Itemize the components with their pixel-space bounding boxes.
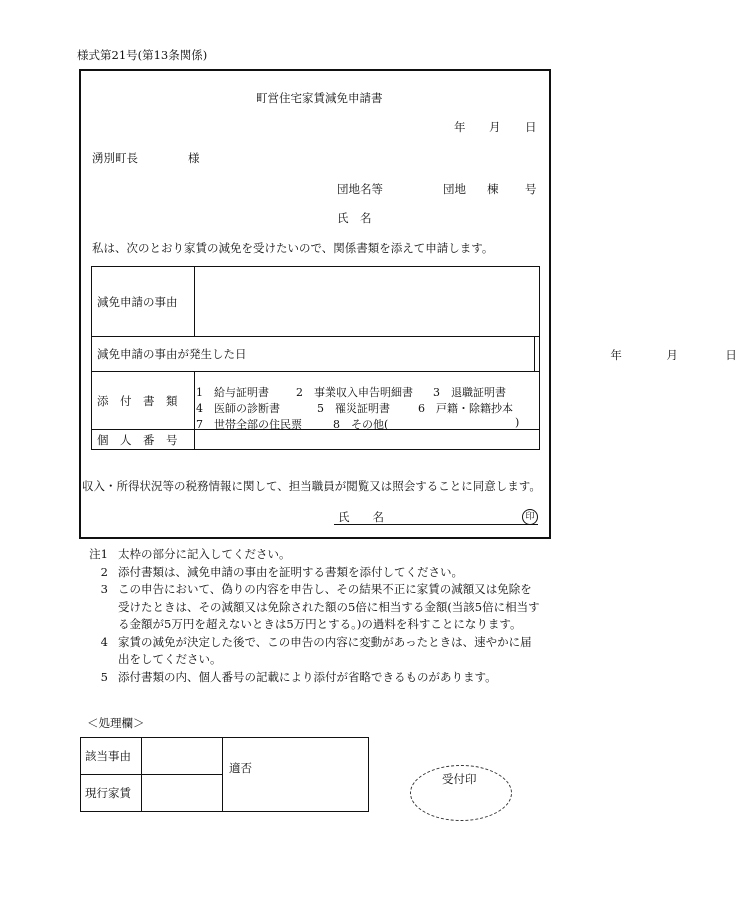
processing-row1-field[interactable] — [142, 738, 223, 775]
intro-text: 私は、次のとおり家賃の減免を受けたいので、関係書類を添えて申請します。 — [92, 241, 494, 255]
note-number: 5 — [100, 669, 108, 684]
application-table — [91, 266, 737, 450]
room-unit: 号 — [525, 182, 537, 196]
note-number: 2 — [100, 564, 108, 579]
attachments-label: 添 付 書 類 — [92, 372, 195, 430]
attachment-item: 7 世帯全部の住民票 — [196, 418, 302, 431]
note-text: 受けたときは、その減額又は免除された額の5倍に相当する金額(当該5倍に相当す — [118, 599, 540, 614]
date-month: 月 — [489, 120, 501, 134]
consent-text: 収入・所得状況等の税務情報に関して、担当職員が閲覧又は照会することに同意します。 — [82, 479, 541, 493]
seal-mark: 印 — [522, 509, 538, 525]
building-unit: 棟 — [487, 182, 499, 196]
consent-signature-line[interactable] — [334, 509, 538, 525]
note-item — [86, 564, 556, 582]
attachment-item: 8 その他( — [333, 418, 389, 431]
note-text: 太枠の部分に記入してください。 — [118, 547, 291, 561]
consent-name-label: 氏 名 — [338, 510, 384, 524]
note-number: 注1 — [89, 547, 108, 561]
processing-heading: ＜処理欄＞ — [87, 716, 145, 730]
note-text: この申告において、偽りの内容を申告し、その結果不正に家賃の減額又は免除を — [118, 582, 532, 596]
addressee-name: 湧別町長 — [92, 151, 138, 165]
complex-unit: 団地 — [443, 182, 466, 196]
occurrence-month: 月 — [666, 348, 678, 362]
processing-row1-label: 該当事由 — [81, 738, 142, 775]
date-year: 年 — [454, 120, 466, 134]
attachment-item: 1 給与証明書 — [196, 386, 269, 399]
notes-section — [86, 546, 556, 686]
decision-label: 適否 — [229, 761, 252, 775]
note-text: 家賃の減免が決定した後で、この申告の内容に変動があったときは、速やかに届 — [118, 634, 532, 649]
processing-row2-field[interactable] — [142, 775, 223, 812]
applicant-name-label: 氏 名 — [337, 211, 372, 225]
reason-field[interactable] — [195, 267, 540, 337]
reception-stamp-area[interactable] — [410, 765, 512, 821]
attachment-item: 6 戸籍・除籍抄本 — [418, 402, 513, 415]
personal-number-label: 個 人 番 号 — [92, 430, 195, 450]
note-item — [86, 546, 556, 564]
addressee-honorific: 様 — [188, 151, 200, 165]
occurrence-day: 日 — [725, 348, 737, 362]
processing-row2-label: 現行家賃 — [81, 775, 142, 812]
attachment-item: ) — [515, 416, 520, 429]
complex-label: 団地名等 — [337, 182, 383, 196]
note-item — [86, 581, 556, 599]
note-text: 出をしてください。 — [118, 652, 222, 666]
note-number: 4 — [100, 634, 108, 649]
occurrence-label: 減免申請の事由が発生した日 — [92, 337, 535, 372]
note-text: 添付書類の内、個人番号の記載により添付が省略できるものがあります。 — [118, 669, 497, 684]
form-title: 町営住宅家賃減免申請書 — [256, 91, 383, 105]
processing-table — [80, 737, 369, 812]
occurrence-date-field[interactable] — [535, 337, 737, 372]
decision-cell[interactable] — [223, 738, 369, 812]
reception-stamp-label: 受付印 — [442, 772, 477, 786]
attachment-item: 2 事業収入申告明細書 — [296, 386, 413, 399]
note-item — [86, 669, 556, 687]
note-text: る金額が5万円を超えないときは5万円とする。)の過料を科すことになります。 — [118, 617, 522, 631]
personal-number-field[interactable] — [195, 430, 540, 450]
occurrence-year: 年 — [610, 348, 622, 362]
note-item — [86, 634, 556, 652]
attachment-item: 3 退職証明書 — [433, 386, 506, 399]
note-number: 3 — [100, 582, 108, 596]
attachment-item: 4 医師の診断書 — [196, 402, 280, 415]
form-number-label: 様式第21号(第13条関係) — [77, 48, 208, 62]
date-day: 日 — [525, 120, 537, 134]
note-text: 添付書類は、減免申請の事由を証明する書類を添付してください。 — [118, 564, 463, 579]
attachment-item: 5 罹災証明書 — [317, 402, 390, 415]
reason-label: 減免申請の事由 — [92, 267, 195, 337]
